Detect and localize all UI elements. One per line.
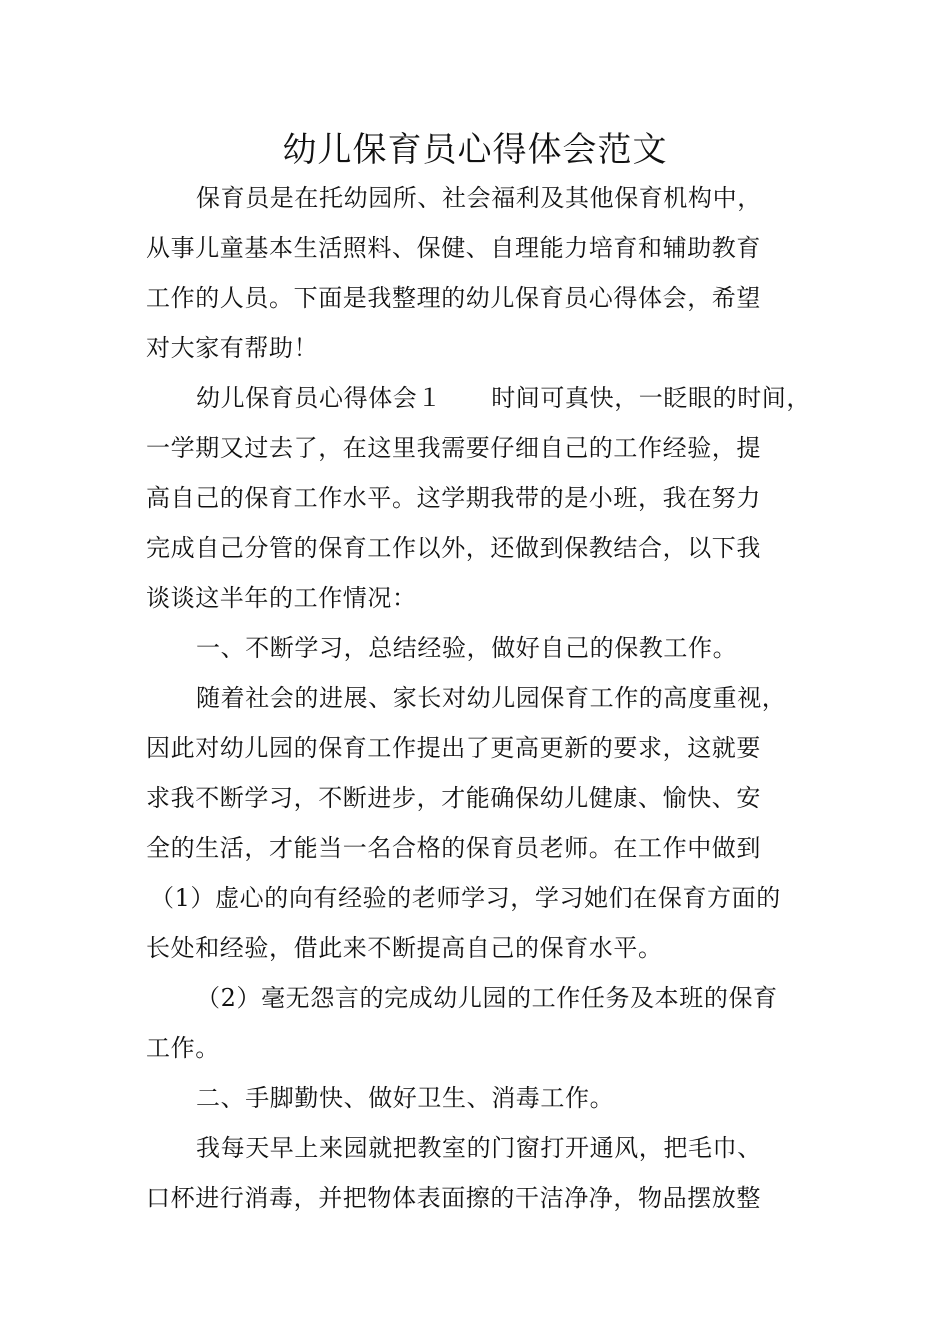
paragraph-line: 一学期又过去了，在这里我需要仔细自己的工作经验，提 <box>146 434 761 462</box>
paragraph-line: 长处和经验，借此来不断提高自己的保育水平。 <box>146 934 663 962</box>
paragraph-line: （1）虚心的向有经验的老师学习，学习她们在保育方面的 <box>150 884 781 912</box>
paragraph-line: （2）毫无怨言的完成幼儿园的工作任务及本班的保育 <box>196 984 778 1012</box>
paragraph-line: 工作的人员。下面是我整理的幼儿保育员心得体会，希望 <box>146 284 761 312</box>
paragraph-line: 工作。 <box>146 1034 220 1062</box>
paragraph-line: 因此对幼儿园的保育工作提出了更高更新的要求，这就要 <box>146 734 761 762</box>
paragraph-line: 我每天早上来园就把教室的门窗打开通风，把毛巾、 <box>196 1134 762 1162</box>
paragraph-line: 完成自己分管的保育工作以外，还做到保教结合，以下我 <box>146 534 761 562</box>
paragraph-line: 全的生活，才能当一名合格的保育员老师。在工作中做到 <box>146 834 761 862</box>
paragraph-line: 口杯进行消毒，并把物体表面擦的干洁净净，物品摆放整 <box>146 1184 761 1212</box>
paragraph-line: 幼儿保育员心得体会１ 时间可真快，一眨眼的时间， <box>196 384 811 412</box>
paragraph-line: 谈谈这半年的工作情况： <box>146 584 417 612</box>
paragraph-line: 求我不断学习，不断进步，才能确保幼儿健康、愉快、安 <box>146 784 761 812</box>
paragraph-line: 对大家有帮助！ <box>146 334 319 362</box>
section-heading: 一、不断学习，总结经验，做好自己的保教工作。 <box>196 634 738 662</box>
paragraph-line: 保育员是在托幼园所、社会福利及其他保育机构中， <box>196 184 762 212</box>
paragraph-line: 随着社会的进展、家长对幼儿园保育工作的高度重视， <box>196 684 787 712</box>
paragraph-line: 高自己的保育工作水平。这学期我带的是小班，我在努力 <box>146 484 761 512</box>
section-heading: 二、手脚勤快、做好卫生、消毒工作。 <box>196 1084 615 1112</box>
paragraph-line: 从事儿童基本生活照料、保健、自理能力培育和辅助教育 <box>146 234 761 262</box>
document-title: 幼儿保育员心得体会范文 <box>282 130 668 170</box>
